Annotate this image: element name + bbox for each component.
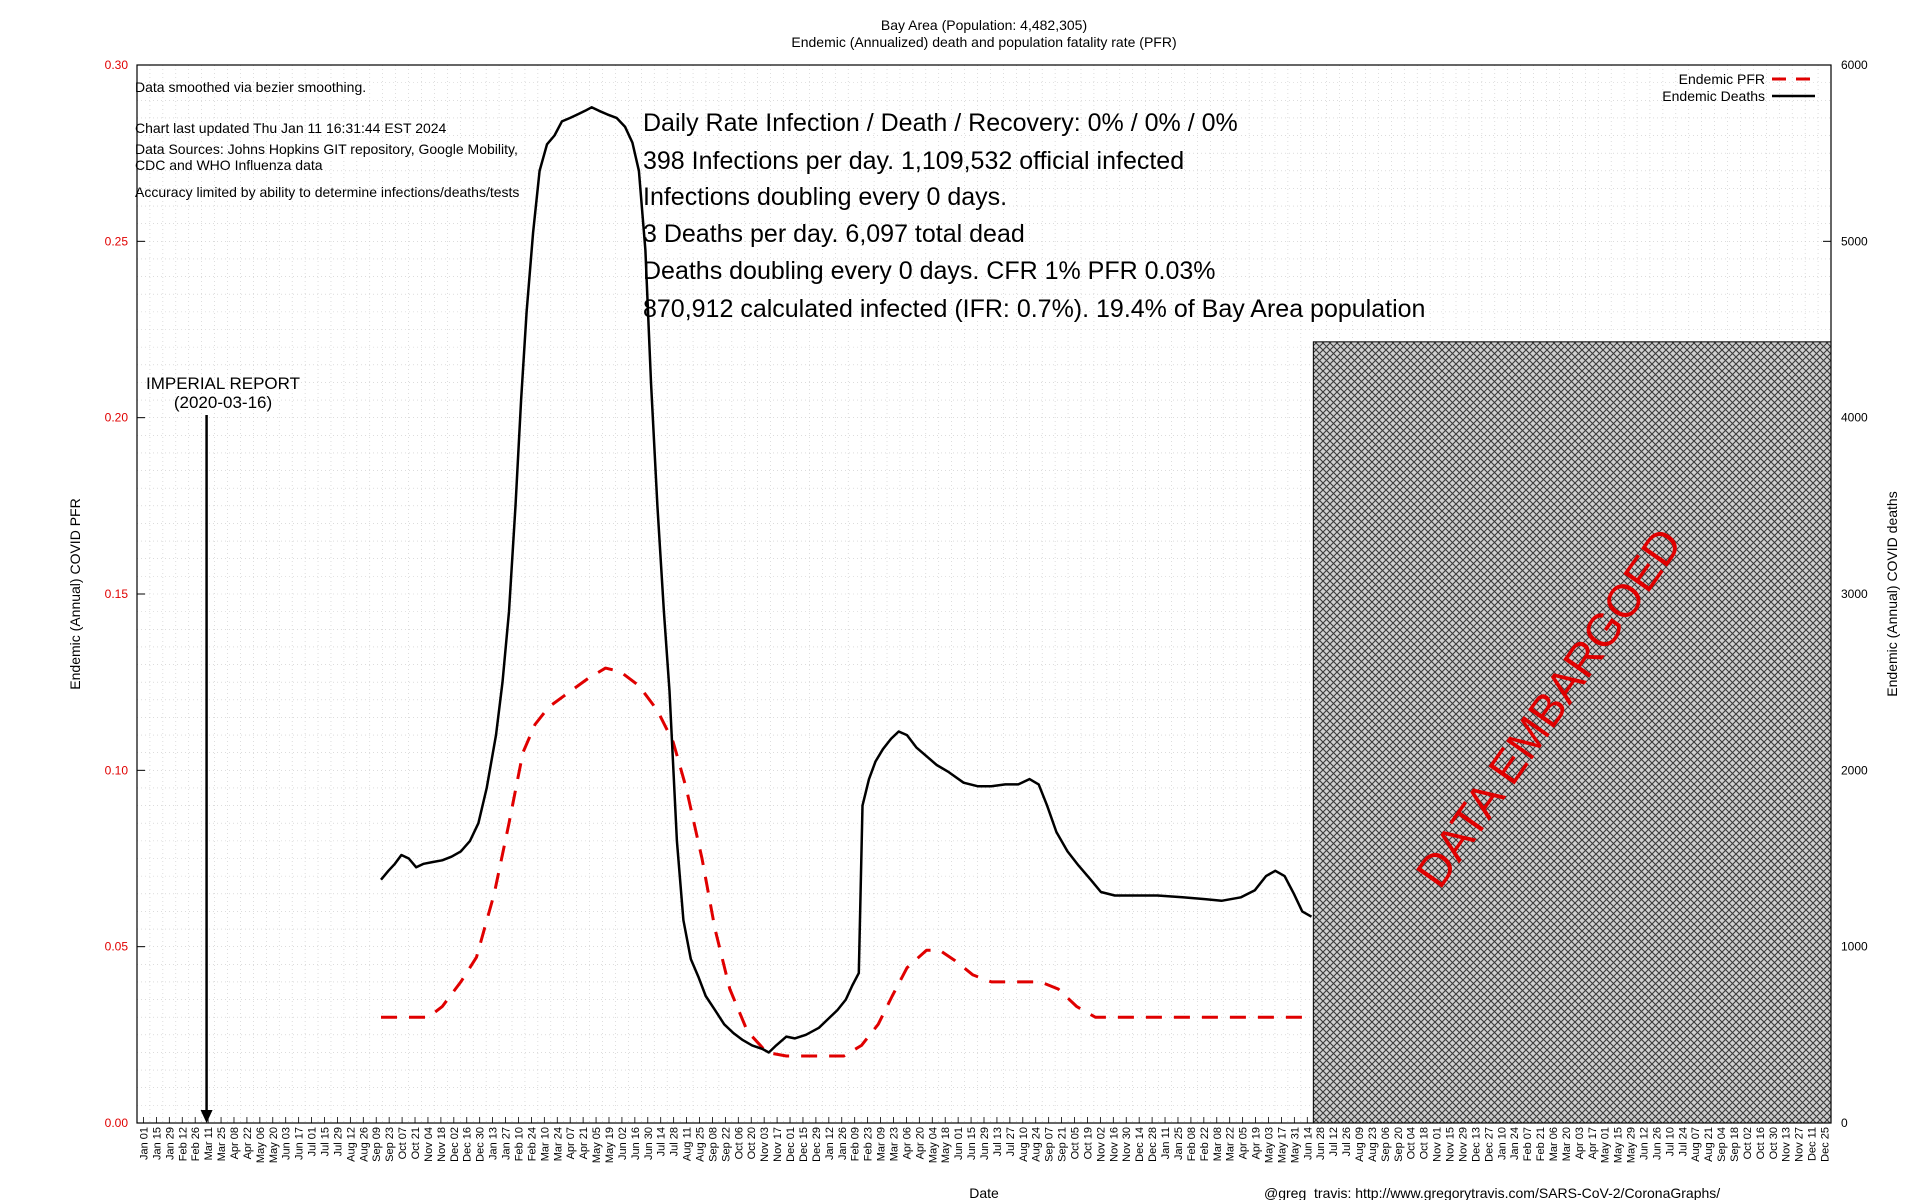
series-layer <box>381 107 1312 1056</box>
x-tick-label: Jan 01 <box>138 1127 151 1161</box>
x-tick-label: Aug 25 <box>694 1127 707 1162</box>
y-tick-label: 0.15 <box>104 587 128 601</box>
stats-line-calculated: 870,912 calculated infected (IFR: 0.7%). 19.4% of Bay Area population <box>643 295 1426 323</box>
x-tick-label: Aug 12 <box>345 1127 358 1162</box>
x-tick-label: Nov 18 <box>435 1127 448 1162</box>
imperial-report-date: (2020-03-16) <box>173 393 273 412</box>
x-tick-label: Nov 17 <box>772 1127 785 1162</box>
arrowhead-icon <box>201 1110 213 1123</box>
x-tick-label: Nov 03 <box>759 1127 772 1162</box>
x-tick-label: Jul 29 <box>332 1127 345 1157</box>
x-tick-label: Dec 13 <box>1470 1127 1483 1162</box>
info-line-updated: Chart last updated Thu Jan 11 16:31:44 EST 2024 <box>135 120 447 136</box>
info-line-smoothing: Data smoothed via bezier smoothing. <box>135 79 367 95</box>
x-tick-label: Sep 21 <box>1056 1127 1069 1162</box>
x-tick-label: Nov 01 <box>1431 1127 1444 1162</box>
left-axis-ticks <box>105 58 145 1130</box>
info-line-sources-2: CDC and WHO Influenza data <box>135 157 323 173</box>
x-tick-label: Jun 16 <box>629 1127 642 1161</box>
imperial-report-label: IMPERIAL REPORT <box>146 374 300 393</box>
x-tick-label: Dec 02 <box>448 1127 461 1162</box>
x-tick-label: Feb 10 <box>513 1127 526 1162</box>
x-tick-label: Nov 15 <box>1444 1127 1457 1162</box>
x-tick-label: Jun 12 <box>1638 1127 1651 1161</box>
x-tick-label: Dec 14 <box>1134 1127 1147 1162</box>
x-tick-label: Mar 08 <box>1211 1127 1224 1162</box>
legend-pfr-label: Endemic PFR <box>1678 71 1765 87</box>
x-tick-label: Oct 04 <box>1405 1127 1418 1160</box>
y2-tick-label: 6000 <box>1841 58 1868 72</box>
x-tick-label: Oct 05 <box>1069 1127 1082 1160</box>
x-tick-label: Nov 29 <box>1457 1127 1470 1162</box>
x-tick-label: Mar 10 <box>539 1127 552 1162</box>
x-tick-label: May 29 <box>1625 1127 1638 1164</box>
x-tick-label: Apr 06 <box>901 1127 914 1160</box>
imperial-report-annotation <box>146 374 300 1123</box>
x-tick-label: Dec 30 <box>474 1127 487 1162</box>
x-tick-label: Apr 05 <box>1237 1127 1250 1160</box>
x-tick-label: Feb 08 <box>1185 1127 1198 1162</box>
x-tick-label: Dec 25 <box>1819 1127 1832 1162</box>
y2-tick-label: 1000 <box>1841 939 1868 954</box>
x-tick-label: Apr 07 <box>565 1127 578 1160</box>
x-tick-label: May 04 <box>927 1127 940 1164</box>
y2-tick-label: 5000 <box>1841 234 1868 249</box>
x-tick-label: May 06 <box>254 1127 267 1164</box>
x-tick-label: Jan 13 <box>487 1127 500 1161</box>
x-tick-label: Oct 06 <box>733 1127 746 1160</box>
x-tick-label: Aug 11 <box>681 1127 694 1162</box>
info-line-sources-1: Data Sources: Johns Hopkins GIT repository, Google Mobility, <box>135 141 518 157</box>
x-tick-label: Aug 26 <box>358 1127 371 1162</box>
x-tick-label: Mar 09 <box>875 1127 888 1162</box>
y2-tick-label: 0 <box>1841 1116 1848 1130</box>
x-tick-label: Dec 28 <box>1147 1127 1160 1162</box>
x-tick-label: May 05 <box>591 1127 604 1164</box>
x-axis-label: Date <box>969 1185 999 1200</box>
x-tick-label: Dec 01 <box>785 1127 798 1162</box>
x-tick-label: May 19 <box>603 1127 616 1164</box>
x-tick-label: Apr 08 <box>228 1127 241 1160</box>
y-tick-label: 0.20 <box>104 410 128 425</box>
x-tick-label: Jun 30 <box>642 1127 655 1161</box>
x-tick-label: Jan 11 <box>1160 1127 1173 1160</box>
y-tick-label: 0.25 <box>104 234 128 249</box>
x-tick-label: Jun 26 <box>1651 1127 1664 1161</box>
x-axis-ticks <box>138 1117 1831 1163</box>
x-tick-label: Feb 21 <box>1535 1127 1548 1162</box>
x-tick-label: Jun 29 <box>979 1127 991 1161</box>
x-tick-label: Oct 07 <box>397 1127 410 1160</box>
stats-line-infections: 398 Infections per day. 1,109,532 official infected <box>643 147 1185 175</box>
x-tick-label: Dec 29 <box>810 1127 823 1162</box>
y2-tick-label: 4000 <box>1841 410 1868 425</box>
x-tick-label: Jul 28 <box>668 1127 681 1157</box>
x-tick-label: Mar 25 <box>216 1127 229 1162</box>
x-tick-label: Sep 04 <box>1716 1127 1729 1162</box>
x-tick-label: Mar 06 <box>1547 1127 1560 1162</box>
x-tick-label: Nov 16 <box>1108 1127 1121 1162</box>
x-tick-label: Aug 24 <box>1030 1127 1043 1162</box>
x-tick-label: Oct 21 <box>410 1127 423 1160</box>
x-tick-label: Apr 03 <box>1573 1127 1586 1160</box>
x-tick-label: Nov 02 <box>1095 1127 1108 1162</box>
x-tick-label: Mar 20 <box>1560 1127 1573 1162</box>
x-tick-label: Sep 09 <box>371 1127 384 1162</box>
y-tick-label: 0.00 <box>104 1116 128 1130</box>
stats-line-death-doubling: Deaths doubling every 0 days. CFR 1% PFR 0.03% <box>643 257 1216 285</box>
x-tick-label: Feb 24 <box>526 1127 539 1162</box>
x-tick-label: Feb 23 <box>862 1127 875 1162</box>
x-tick-label: Jul 14 <box>655 1127 668 1157</box>
x-tick-label: Jun 17 <box>293 1127 306 1161</box>
x-tick-label: Aug 09 <box>1354 1127 1367 1162</box>
x-tick-label: Sep 06 <box>1379 1127 1392 1162</box>
x-tick-label: Jul 13 <box>991 1127 1004 1157</box>
x-tick-label: Sep 23 <box>384 1127 397 1162</box>
x-tick-label: May 31 <box>1289 1127 1302 1164</box>
x-tick-label: May 03 <box>1263 1127 1276 1164</box>
x-tick-label: Jun 03 <box>280 1127 293 1161</box>
x-tick-label: Jan 12 <box>823 1127 836 1161</box>
legend <box>1662 71 1815 104</box>
x-tick-label: Jan 24 <box>1509 1127 1522 1161</box>
x-tick-label: Dec 11 <box>1806 1127 1819 1162</box>
x-tick-label: Sep 07 <box>1043 1127 1056 1162</box>
x-tick-label: Nov 13 <box>1780 1127 1793 1162</box>
x-tick-label: Apr 21 <box>578 1127 591 1160</box>
x-tick-label: Dec 16 <box>461 1127 474 1162</box>
x-tick-label: Aug 10 <box>1017 1127 1030 1162</box>
x-tick-label: Jun 14 <box>1302 1127 1315 1161</box>
x-tick-label: Jan 29 <box>164 1127 177 1161</box>
x-tick-label: Aug 21 <box>1703 1127 1716 1162</box>
x-tick-label: Feb 07 <box>1522 1127 1535 1162</box>
stats-line-deaths: 3 Deaths per day. 6,097 total dead <box>643 220 1025 248</box>
x-tick-label: Feb 26 <box>190 1127 203 1162</box>
x-tick-label: Nov 27 <box>1793 1127 1806 1162</box>
y-tick-label: 0.10 <box>104 763 128 778</box>
x-tick-label: Jan 27 <box>500 1127 513 1161</box>
x-tick-label: Apr 19 <box>1250 1127 1263 1160</box>
x-tick-label: Jul 12 <box>1328 1127 1341 1157</box>
x-tick-label: Mar 11 <box>203 1127 216 1161</box>
x-tick-label: Jun 28 <box>1315 1127 1328 1161</box>
y2-tick-label: 3000 <box>1841 587 1868 601</box>
x-tick-label: May 01 <box>1599 1127 1612 1164</box>
x-tick-label: Oct 18 <box>1418 1127 1431 1160</box>
y2-axis-label: Endemic (Annual) COVID deaths <box>1884 491 1900 697</box>
x-tick-label: May 15 <box>1612 1127 1625 1164</box>
y2-tick-label: 2000 <box>1841 763 1868 778</box>
embargo-label: DATA EMBARGOED <box>1405 518 1692 897</box>
x-tick-label: Jul 10 <box>1664 1127 1677 1157</box>
x-tick-label: Jan 25 <box>1172 1127 1185 1161</box>
x-tick-label: May 17 <box>1276 1127 1289 1164</box>
x-tick-label: Oct 20 <box>746 1127 759 1160</box>
x-tick-label: Sep 18 <box>1729 1127 1742 1162</box>
chart-title: Bay Area (Population: 4,482,305) <box>880 17 1088 33</box>
x-tick-label: Sep 22 <box>720 1127 733 1162</box>
x-tick-label: Jan 10 <box>1496 1127 1509 1161</box>
x-tick-label: Feb 09 <box>849 1127 862 1162</box>
x-tick-label: Apr 17 <box>1586 1127 1599 1160</box>
x-tick-label: Jun 01 <box>953 1127 966 1161</box>
x-tick-label: Jun 02 <box>616 1127 629 1161</box>
x-tick-label: Jul 26 <box>1341 1127 1354 1157</box>
x-tick-label: Apr 22 <box>241 1127 254 1160</box>
chart-subtitle: Endemic (Annualized) death and population fatality rate (PFR) <box>791 34 1177 50</box>
x-tick-label: Jun 15 <box>966 1127 979 1161</box>
x-tick-label: Nov 30 <box>1121 1127 1134 1162</box>
x-tick-label: Nov 04 <box>422 1127 435 1162</box>
x-tick-label: Sep 08 <box>707 1127 720 1162</box>
x-tick-label: Feb 22 <box>1198 1127 1211 1162</box>
x-tick-label: Feb 12 <box>177 1127 190 1162</box>
x-tick-label: Dec 27 <box>1483 1127 1496 1162</box>
x-tick-label: Mar 24 <box>552 1127 565 1162</box>
y-tick-label: 0.30 <box>104 58 128 72</box>
x-tick-label: Oct 30 <box>1767 1127 1780 1160</box>
x-tick-label: Mar 22 <box>1224 1127 1237 1162</box>
series-line-deaths <box>381 107 1312 1052</box>
x-tick-label: Aug 07 <box>1690 1127 1703 1162</box>
x-tick-label: Sep 20 <box>1392 1127 1405 1162</box>
info-block <box>135 79 519 200</box>
x-tick-label: Mar 23 <box>888 1127 901 1162</box>
x-tick-label: Jan 15 <box>151 1127 164 1161</box>
info-line-accuracy: Accuracy limited by ability to determine infections/deaths/tests <box>135 184 520 200</box>
x-tick-label: May 20 <box>267 1127 280 1164</box>
y-axis-label: Endemic (Annual) COVID PFR <box>67 498 83 690</box>
embargo-region <box>1313 342 1831 1123</box>
stats-line-rates: Daily Rate Infection / Death / Recovery: 0% / 0% / 0% <box>643 109 1238 137</box>
x-tick-label: May 18 <box>940 1127 953 1164</box>
x-tick-label: Oct 19 <box>1082 1127 1095 1160</box>
x-tick-label: Jan 26 <box>836 1127 849 1161</box>
embargo-box <box>1313 342 1831 1123</box>
y-tick-label: 0.05 <box>104 939 128 954</box>
x-tick-label: Jul 27 <box>1004 1127 1017 1157</box>
x-tick-label: Apr 20 <box>914 1127 927 1160</box>
x-tick-label: Aug 23 <box>1366 1127 1379 1162</box>
x-tick-label: Jul 24 <box>1677 1127 1690 1157</box>
credit-line: @greg_travis: http://www.gregorytravis.com/SARS-CoV-2/CoronaGraphs/ <box>1264 1185 1721 1200</box>
x-tick-label: Dec 15 <box>797 1127 810 1162</box>
x-tick-label: Jul 01 <box>306 1127 319 1157</box>
stats-block <box>643 109 1425 323</box>
x-tick-label: Oct 16 <box>1754 1127 1767 1160</box>
x-tick-label: Jul 15 <box>319 1127 332 1157</box>
stats-line-inf-doubling: Infections doubling every 0 days. <box>643 183 1008 211</box>
x-tick-label: Oct 02 <box>1741 1127 1754 1160</box>
legend-deaths-label: Endemic Deaths <box>1662 88 1765 104</box>
